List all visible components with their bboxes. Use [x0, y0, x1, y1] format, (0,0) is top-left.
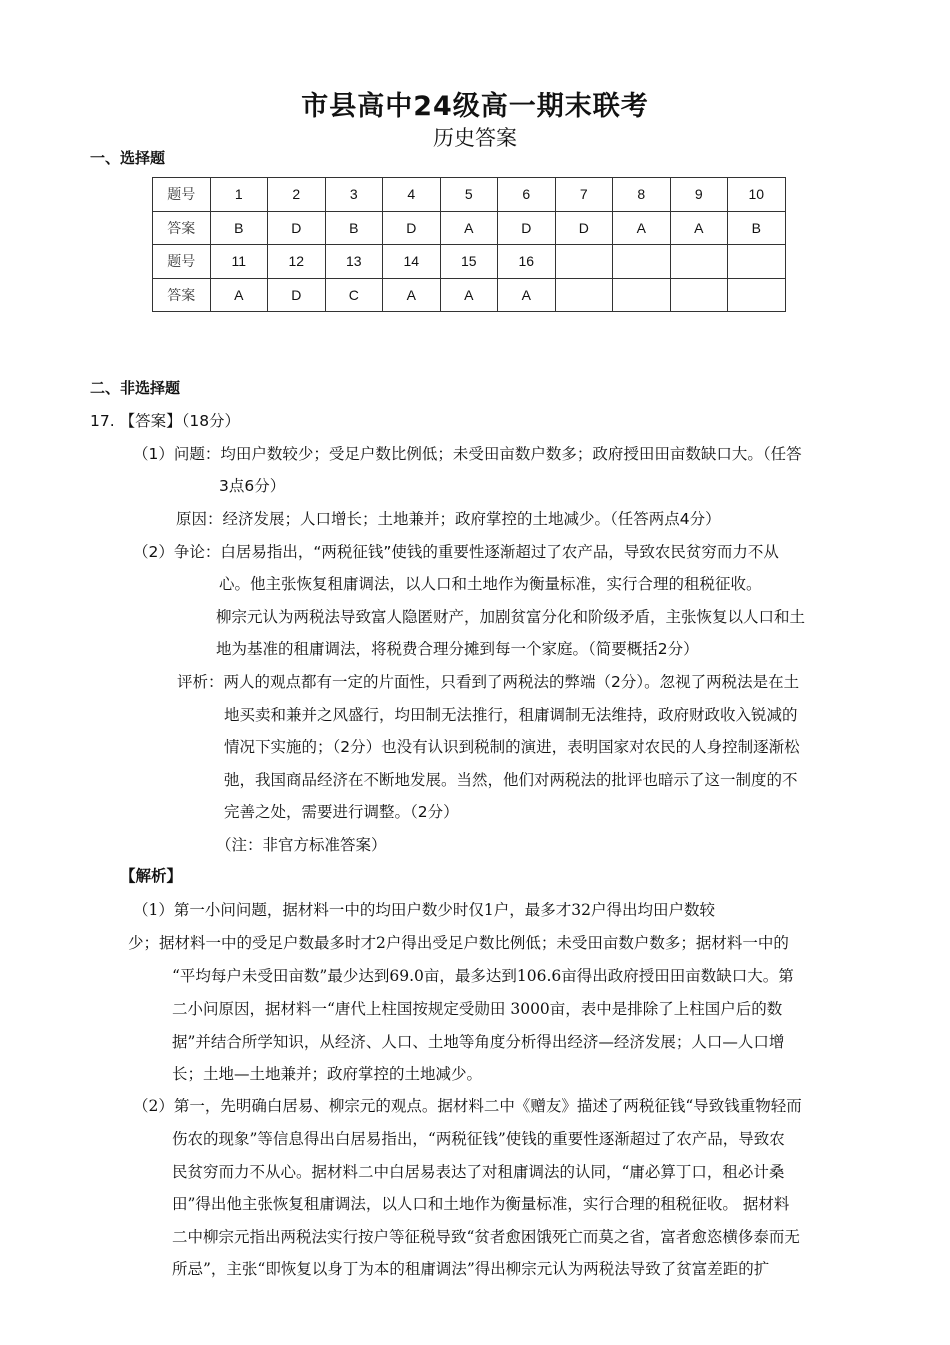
empty-cell [670, 245, 728, 279]
section-essay-heading: 二、非选择题 [90, 379, 181, 397]
answer-line: （2）争论：白居易指出，“两税征钱”使钱的重要性逐渐超过了农产品，导致农民贫穷而力不从 [133, 543, 779, 561]
answer-cell: C [325, 278, 383, 312]
answer-cell: D [268, 278, 326, 312]
empty-cell [613, 278, 671, 312]
analysis-line: 据”并结合所学知识，从经济、人口、土地等角度分析得出经济—经济发展；人口—人口增 [172, 1033, 785, 1051]
analysis-line: （2）第一，先明确白居易、柳宗元的观点。据材料二中《赠友》描述了两税征钱“导致钱重物轻而 [133, 1097, 802, 1115]
table-row [153, 278, 786, 312]
row-label: 题号 [153, 245, 211, 279]
empty-cell [613, 245, 671, 279]
analysis-line: 田”得出他主张恢复租庸调法，以人口和土地作为衡量标准，实行合理的租税征收。 据材料 [172, 1195, 790, 1213]
table-row [153, 245, 786, 279]
table-row [153, 211, 786, 245]
empty-cell [670, 278, 728, 312]
answer-cell: A [440, 211, 498, 245]
answer-cell: A [210, 278, 268, 312]
analysis-line: （1）第一小问问题，据材料一中的均田户数少时仅1户，最多才32户得出均田户数较 [133, 901, 715, 919]
page-subtitle: 历史答案 [433, 126, 517, 150]
answer-line: （1）问题：均田户数较少；受足户数比例低；未受田亩数户数多；政府授田田亩数缺口大。（任答 [133, 445, 802, 463]
answer-cell: D [555, 211, 613, 245]
section-choice-heading: 一、选择题 [90, 149, 166, 167]
answer-line: 评析：两人的观点都有一定的片面性，只看到了两税法的弊端（2分）。忽视了两税法是在土 [177, 673, 800, 691]
question-number: 6 [498, 178, 556, 212]
analysis-line: “平均每户未受田亩数”最少达到69.0亩，最多达到106.6亩得出政府授田田亩数缺口大。第 [172, 967, 794, 985]
answer-cell: B [210, 211, 268, 245]
answer-cell: A [440, 278, 498, 312]
answer-cell: D [498, 211, 556, 245]
analysis-line: 二小问原因，据材料一“唐代上柱国按规定受勋田 3000亩，表中是排除了上柱国户后的数 [172, 1000, 783, 1018]
answer-table [152, 177, 786, 312]
table-row [153, 178, 786, 212]
answer-cell: D [383, 211, 441, 245]
answer-line: 完善之处，需要进行调整。（2分） [224, 803, 459, 821]
question-number: 16 [498, 245, 556, 279]
analysis-line: 伤农的现象”等信息得出白居易指出，“两税征钱”使钱的重要性逐渐超过了农产品，导致农 [172, 1130, 785, 1148]
question-number: 5 [440, 178, 498, 212]
answer-cell: B [728, 211, 786, 245]
answer-note: （注：非官方标准答案） [216, 836, 387, 854]
question-number: 7 [555, 178, 613, 212]
answer-line: 情况下实施的；（2分）也没有认识到税制的演进，表明国家对农民的人身控制逐渐松 [224, 738, 800, 756]
question-number: 12 [268, 245, 326, 279]
answer-cell: A [613, 211, 671, 245]
question-number: 13 [325, 245, 383, 279]
answer-cell: D [268, 211, 326, 245]
analysis-line: 长；土地—土地兼并；政府掌控的土地减少。 [172, 1065, 483, 1083]
question-number: 15 [440, 245, 498, 279]
answer-cell: A [670, 211, 728, 245]
analysis-line: 二中柳宗元指出两税法实行按户等征税导致“贫者愈困饿死亡而莫之省，富者愈恣横侈泰而无 [172, 1228, 800, 1246]
question-number: 11 [210, 245, 268, 279]
question-number: 2 [268, 178, 326, 212]
answer-line: 柳宗元认为两税法导致富人隐匿财产，加剧贫富分化和阶级矛盾，主张恢复以人口和土 [216, 608, 806, 626]
question-number: 3 [325, 178, 383, 212]
question-number: 1 [210, 178, 268, 212]
answer-cell: B [325, 211, 383, 245]
question-header: 17. 【答案】（18分） [90, 412, 241, 430]
empty-cell [555, 245, 613, 279]
answer-cell: A [498, 278, 556, 312]
answer-line: 原因：经济发展；人口增长；土地兼并；政府掌控的土地减少。（任答两点4分） [176, 510, 721, 528]
answer-line: 3点6分） [219, 477, 286, 495]
analysis-line: 所忌”，主张“即恢复以身丁为本的租庸调法”得出柳宗元认为两税法导致了贫富差距的扩 [172, 1260, 770, 1278]
empty-cell [728, 245, 786, 279]
question-number: 10 [728, 178, 786, 212]
answer-line: 心。他主张恢复租庸调法，以人口和土地作为衡量标准，实行合理的租税征收。 [219, 575, 762, 593]
analysis-line: 少；据材料一中的受足户数最多时才2户得出受足户数比例低；未受田亩数户数多；据材料一中的 [128, 934, 789, 952]
answer-line: 地买卖和兼并之风盛行，均田制无法推行，租庸调制无法维持，政府财政收入锐减的 [224, 706, 798, 724]
row-label: 题号 [153, 178, 211, 212]
answer-line: 弛，我国商品经济在不断地发展。当然，他们对两税法的批评也暗示了这一制度的不 [224, 771, 798, 789]
empty-cell [728, 278, 786, 312]
question-number: 9 [670, 178, 728, 212]
page-title: 市县高中24级高一期末联考 [301, 91, 649, 122]
empty-cell [555, 278, 613, 312]
row-label: 答案 [153, 278, 211, 312]
analysis-line: 民贫穷而力不从心。据材料二中白居易表达了对租庸调法的认同，“庸必算丁口，租必计桑 [172, 1163, 785, 1181]
answer-cell: A [383, 278, 441, 312]
question-number: 8 [613, 178, 671, 212]
analysis-heading: 【解析】 [120, 867, 183, 885]
question-number: 4 [383, 178, 441, 212]
question-number: 14 [383, 245, 441, 279]
row-label: 答案 [153, 211, 211, 245]
answer-line: 地为基准的租庸调法，将税费合理分摊到每一个家庭。（简要概括2分） [216, 640, 699, 658]
